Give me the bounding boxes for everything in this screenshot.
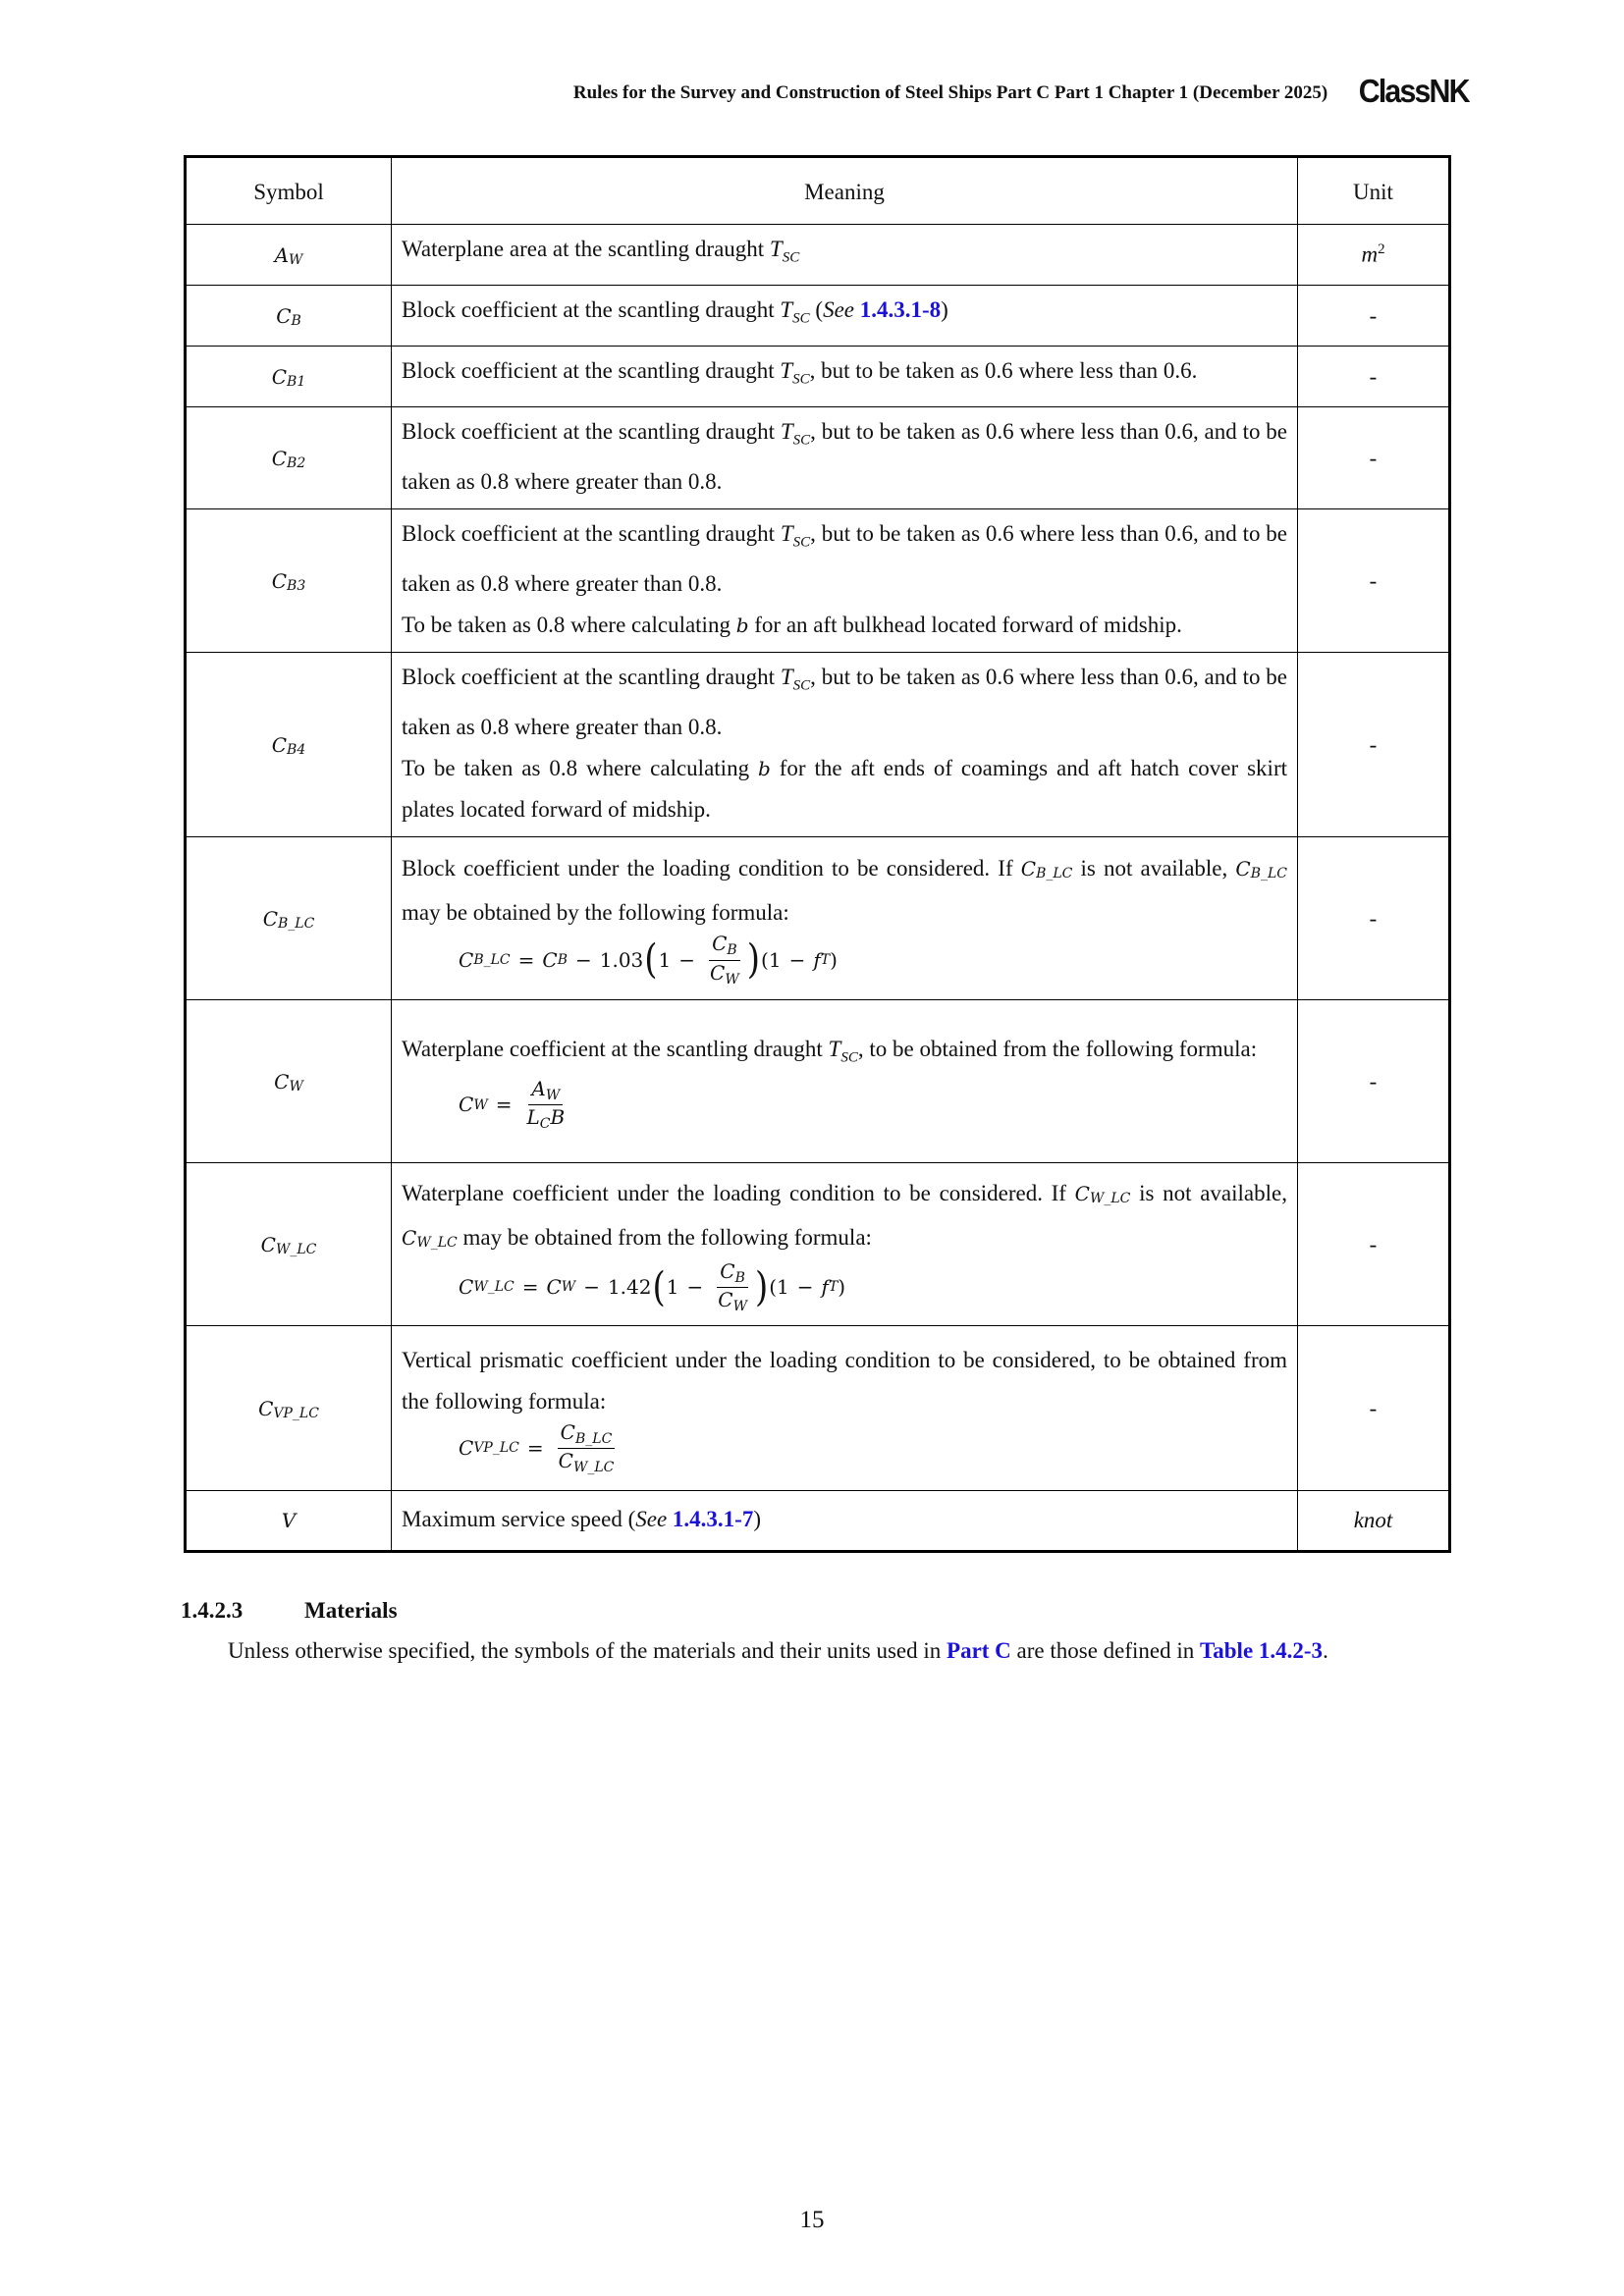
meaning-cell xyxy=(392,225,1298,286)
symbol-cell xyxy=(186,407,392,509)
unit-cell: - xyxy=(1298,407,1450,509)
symbol-text: C xyxy=(271,364,288,389)
meaning-text: Waterplane coefficient under the loading condition to be considered. If xyxy=(402,1180,1075,1205)
symbol-subscript: B xyxy=(291,312,301,329)
table-row xyxy=(186,1326,1450,1491)
unit-cell: - xyxy=(1298,653,1450,837)
section-title: Materials xyxy=(304,1598,398,1623)
table-row xyxy=(186,1000,1450,1163)
header-unit: Unit xyxy=(1298,157,1450,225)
formula-cb-lc: C B_LC = C B − 1.03 ( 1 − $\frac{C_B}{C_W}$ ) ( 1 − f T ) xyxy=(459,932,838,988)
section-heading xyxy=(181,1598,398,1624)
formula-cw: C W = $\frac{A_W}{L_CB}$ xyxy=(459,1077,566,1133)
unit-cell xyxy=(1298,1491,1450,1552)
symbol-cell xyxy=(186,1491,392,1552)
unit-cell: - xyxy=(1298,347,1450,407)
symbol-cell xyxy=(186,1000,392,1163)
meaning-cell xyxy=(392,1326,1298,1491)
symbol-cell xyxy=(186,509,392,653)
meaning-text: Block coefficient at the scantling draught xyxy=(402,297,781,323)
formula-cw-lc: C W_LC = C W − 1.42 ( 1 − $\frac{C_B}{C_W}$ ) ( 1 − f T ) xyxy=(459,1258,846,1314)
tsc-symbol: $T_{SC}$ xyxy=(780,521,811,551)
symbol-text: C xyxy=(271,446,288,470)
table-ref-link[interactable]: Table 1.4.2-3 xyxy=(1200,1638,1324,1663)
symbol-subscript: W xyxy=(289,1078,303,1095)
symbol-cell xyxy=(186,1326,392,1491)
meaning-text-cont: , to be obtained from the following formula: xyxy=(857,1037,1258,1062)
meaning-text-cont2: may be obtained from the following formula: xyxy=(457,1224,872,1250)
table-row xyxy=(186,347,1450,407)
meaning-text-cont: , but to be taken as 0.6 where less than 0.6. xyxy=(809,358,1198,384)
symbol-cell xyxy=(186,347,392,407)
unit-text: m xyxy=(1361,241,1379,267)
tsc-symbol: $T_{SC}$ xyxy=(780,665,811,694)
symbol-text: C xyxy=(258,1396,274,1420)
meaning-text-cont: is not available, xyxy=(1072,856,1236,881)
part-c-link[interactable]: Part C xyxy=(947,1638,1011,1663)
document-title: Rules for the Survey and Construction of Steel Ships Part C Part 1 Chapter 1 (December 2025) xyxy=(572,81,1328,103)
symbol-subscript: B1 xyxy=(287,373,306,390)
symbol-subscript: W xyxy=(289,251,303,268)
unit-cell xyxy=(1298,225,1450,286)
symbol-cell xyxy=(186,837,392,1000)
table-row xyxy=(186,407,1450,509)
symbol-subscript: B3 xyxy=(287,577,306,594)
symbol-text: V xyxy=(281,1509,297,1532)
symbol-cell xyxy=(186,286,392,347)
unit-cell: - xyxy=(1298,1163,1450,1326)
symbol-text: C xyxy=(276,303,292,328)
meaning-cell: Block coefficient at the scantling draught $T_{SC}$ (See 1.4.3.1-8) xyxy=(392,286,1298,347)
table-row xyxy=(186,286,1450,347)
meaning-cell: Waterplane coefficient under the loading condition to be considered. If $C_{W\_LC}$ is not available, $C_{W\_LC}$ may be obtained from the following formula: C W_LC = C W − 1.42 ( 1 − $\frac{C_B}{C_W}$ ) ( 1 − f T ) xyxy=(392,1163,1298,1326)
symbol-cell xyxy=(186,225,392,286)
symbol-text: A xyxy=(274,242,290,267)
symbol-text: C xyxy=(260,1232,276,1256)
meaning-cell xyxy=(392,1000,1298,1163)
meaning-cell xyxy=(392,347,1298,407)
tsc-symbol: $T_{SC}$ xyxy=(780,297,810,327)
meaning-text-line2: To be taken as 0.8 where calculating xyxy=(402,755,758,780)
symbol-text: C xyxy=(274,1069,290,1094)
meaning-text: Maximum service speed ( xyxy=(402,1507,636,1531)
variable-b: b xyxy=(735,613,749,637)
table-row xyxy=(186,225,1450,286)
tsc-symbol: $T_{SC}$ xyxy=(769,237,800,266)
meaning-text: Block coefficient under the loading condition to be considered. If xyxy=(402,856,1021,881)
formula-cvp-lc: C VP_LC = $\frac{C_{B\_LC}}{C_{W\_LC}}$ xyxy=(459,1419,615,1475)
symbol-text: C xyxy=(262,906,278,931)
unit-cell: - xyxy=(1298,286,1450,347)
classnk-logo: ClassNK xyxy=(1359,73,1469,109)
meaning-cell: Maximum service speed (See 1.4.3.1-7) xyxy=(392,1491,1298,1552)
meaning-text-cont: , but to be taken as 0.6 where less than 0.6, and to be taken as 0.8 where greater than 0.8. xyxy=(402,521,1288,596)
see-text: See xyxy=(635,1507,668,1531)
table-row xyxy=(186,1491,1450,1552)
header-symbol: Symbol xyxy=(186,157,392,225)
tsc-symbol: $T_{SC}$ xyxy=(828,1037,858,1066)
symbols-table xyxy=(184,155,1451,1553)
meaning-cell xyxy=(392,407,1298,509)
table-row xyxy=(186,1163,1450,1326)
paragraph-text-cont: are those defined in xyxy=(1010,1638,1201,1663)
symbol-subscript: B2 xyxy=(287,454,306,471)
unit-cell: - xyxy=(1298,509,1450,653)
meaning-text-cont: is not available, xyxy=(1130,1180,1287,1205)
unit-superscript: 2 xyxy=(1378,241,1385,258)
meaning-text-line2-cont: for the aft ends of coamings and aft hatch cover skirt plates located forward of midship. xyxy=(402,755,1287,822)
header-meaning: Meaning xyxy=(392,157,1298,225)
table-row xyxy=(186,509,1450,653)
meaning-text: Block coefficient at the scantling draught xyxy=(402,521,781,547)
meaning-text: Vertical prismatic coefficient under the loading condition to be considered, to be obtained from the following formula: xyxy=(402,1347,1287,1414)
symbol-subscript: VP_LC xyxy=(273,1405,319,1421)
meaning-cell xyxy=(392,509,1298,653)
meaning-text: Block coefficient at the scantling draught xyxy=(402,419,781,445)
symbol-subscript: B_LC xyxy=(278,915,315,932)
table-row xyxy=(186,837,1450,1000)
meaning-text-line2: To be taken as 0.8 where calculating xyxy=(402,612,736,637)
unit-text: knot xyxy=(1353,1508,1393,1532)
table-row xyxy=(186,653,1450,837)
section-number: 1.4.2.3 xyxy=(181,1598,244,1623)
paragraph-text: Unless otherwise specified, the symbols of the materials and their units used in xyxy=(228,1638,947,1663)
table-header-row xyxy=(186,157,1450,225)
unit-cell: - xyxy=(1298,1326,1450,1491)
meaning-text: Block coefficient at the scantling draught xyxy=(402,665,781,690)
running-header xyxy=(0,75,1469,107)
paragraph-end: . xyxy=(1323,1638,1328,1663)
symbol-text: C xyxy=(271,568,288,593)
symbol-cell xyxy=(186,1163,392,1326)
unit-cell: - xyxy=(1298,837,1450,1000)
meaning-text-cont: , but to be taken as 0.6 where less than 0.6, and to be taken as 0.8 where greater than 0.8. xyxy=(402,665,1288,739)
variable-b: b xyxy=(758,756,771,780)
xref-link[interactable]: 1.4.3.1-8 xyxy=(859,297,942,323)
tsc-symbol: $T_{SC}$ xyxy=(780,419,811,449)
meaning-text-cont2: may be obtained by the following formula: xyxy=(402,900,789,925)
symbol-subscript: B4 xyxy=(287,741,306,758)
unit-cell: - xyxy=(1298,1000,1450,1163)
symbol-subscript: W_LC xyxy=(275,1241,317,1257)
meaning-text: Waterplane coefficient at the scantling draught xyxy=(402,1037,829,1062)
meaning-cell: Block coefficient under the loading condition to be considered. If $C_{B\_LC}$ is not available, $C_{B\_LC}$ may be obtained by the following formula: C B_LC = C B − 1.03 ( 1 − $\frac{C_B}{C_W}$ ) ( 1 − f T ) xyxy=(392,837,1298,1000)
meaning-text-cont: , but to be taken as 0.6 where less than 0.6, and to be taken as 0.8 where greater than 0.8. xyxy=(402,419,1288,494)
page-number: 15 xyxy=(799,2207,825,2233)
meaning-text: Block coefficient at the scantling draught xyxy=(402,358,781,384)
meaning-cell xyxy=(392,653,1298,837)
see-text: See xyxy=(823,297,854,323)
symbol-text: C xyxy=(271,732,288,757)
meaning-text-line2-cont: for an aft bulkhead located forward of midship. xyxy=(748,612,1182,637)
symbol-cell xyxy=(186,653,392,837)
tsc-symbol: $T_{SC}$ xyxy=(780,358,810,388)
section-paragraph xyxy=(228,1638,1445,1664)
xref-link[interactable]: 1.4.3.1-7 xyxy=(672,1507,754,1531)
meaning-text: Waterplane area at the scantling draught xyxy=(402,237,770,262)
